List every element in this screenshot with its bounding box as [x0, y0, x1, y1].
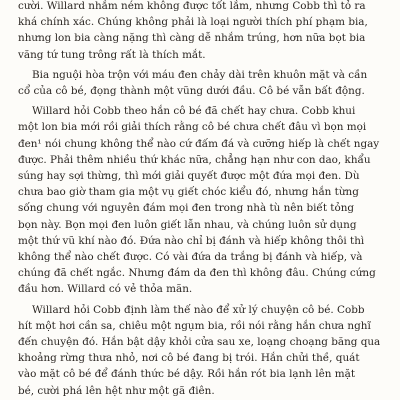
- text-line: Willard hỏi Cobb định làm thế nào để xử lý chuyện cô bé. Cobb: [32, 303, 365, 316]
- text-line: cười. Willard nhắm ném không được tốt lắm, nhưng Cobb thì tỏ ra: [18, 0, 366, 12]
- text-line: Bia nguội hòa trộn với máu đen chảy dài trên khuôn mặt và cần: [32, 68, 368, 81]
- text-line: chưa bao giờ tham gia một vụ giết chóc kiểu đó, nhưng hắn từng: [18, 186, 359, 199]
- text-line: một thứ vũ khí nào đó. Đứa nào chỉ bị đánh và hiếp không thôi thì: [18, 234, 365, 247]
- text-line: hít một hơi cần sa, chiêu một ngụm bia, rồi nói rằng hắn chưa nghĩ: [18, 319, 371, 332]
- text-line: một lon bia mới rồi giải thích rằng cô bé chưa chết đâu vì bọn mọi: [18, 121, 367, 134]
- text-line: bé, cười phá lên hệt như một gã điên.: [18, 384, 215, 397]
- body-text: [18, 0, 384, 400]
- text-line: cổ của cô bé, đọng thành một vũng dưới đầu. Cô bé vẫn bất động.: [18, 85, 365, 98]
- text-line: được. Phải thêm nhiều thứ khác nữa, chẳng hạn như con dao, khẩu: [18, 153, 371, 166]
- text-line: sống chung với nguyên đám mọi đen trong nhà tù nên biết tỏng: [18, 202, 355, 215]
- text-line: Willard hỏi Cobb theo hắn cô bé đã chết hay chưa. Cobb khui: [32, 105, 356, 118]
- text-line: vào mặt cô bé để đánh thức bé dậy. Rồi hắn rót bia lạnh lên mặt: [18, 368, 355, 381]
- text-line: khoảng rừng thưa nhỏ, nơi cô bé đang bị trói. Hắn chửi thề, quát: [18, 352, 360, 365]
- paragraph-3: [18, 103, 384, 297]
- text-line: bọn này. Bọn mọi đen luôn giết lẫn nhau, và chúng luôn sử dụng: [18, 218, 357, 231]
- text-line: chúng đã chết ngắc. Nhưng đám da đen thì không đâu. Chúng cứng: [18, 267, 376, 280]
- text-line: văng tứ tung trông rất là thích mắt.: [18, 48, 206, 61]
- text-line: nhưng lon bia càng nặng thì càng dễ nhắm trúng, hơn nữa bọt bia: [18, 32, 366, 45]
- text-line: đầu hơn. Willard có vẻ thỏa mãn.: [18, 283, 193, 296]
- paragraph-1: [18, 0, 384, 63]
- text-line: đen¹ nói chung không thể nào cứ đấm đá và cưỡng hiếp là chết ngay: [18, 137, 380, 150]
- text-line: khá chính xác. Chúng không phải là loại người thích phí phạm bia,: [18, 16, 368, 29]
- paragraph-4: [18, 302, 384, 399]
- text-line: súng hay sợi thừng, thì mới giải quyết được một đứa mọi đen. Dù: [18, 170, 360, 183]
- text-line: không thể nào chết được. Có vài đứa da trắng bị đánh và hiếp, và: [18, 251, 363, 264]
- text-line: đến chuyện đó. Hắn bật dậy khỏi cửa sau xe, loạng choạng băng qua: [18, 336, 381, 349]
- paragraph-2: [18, 67, 384, 99]
